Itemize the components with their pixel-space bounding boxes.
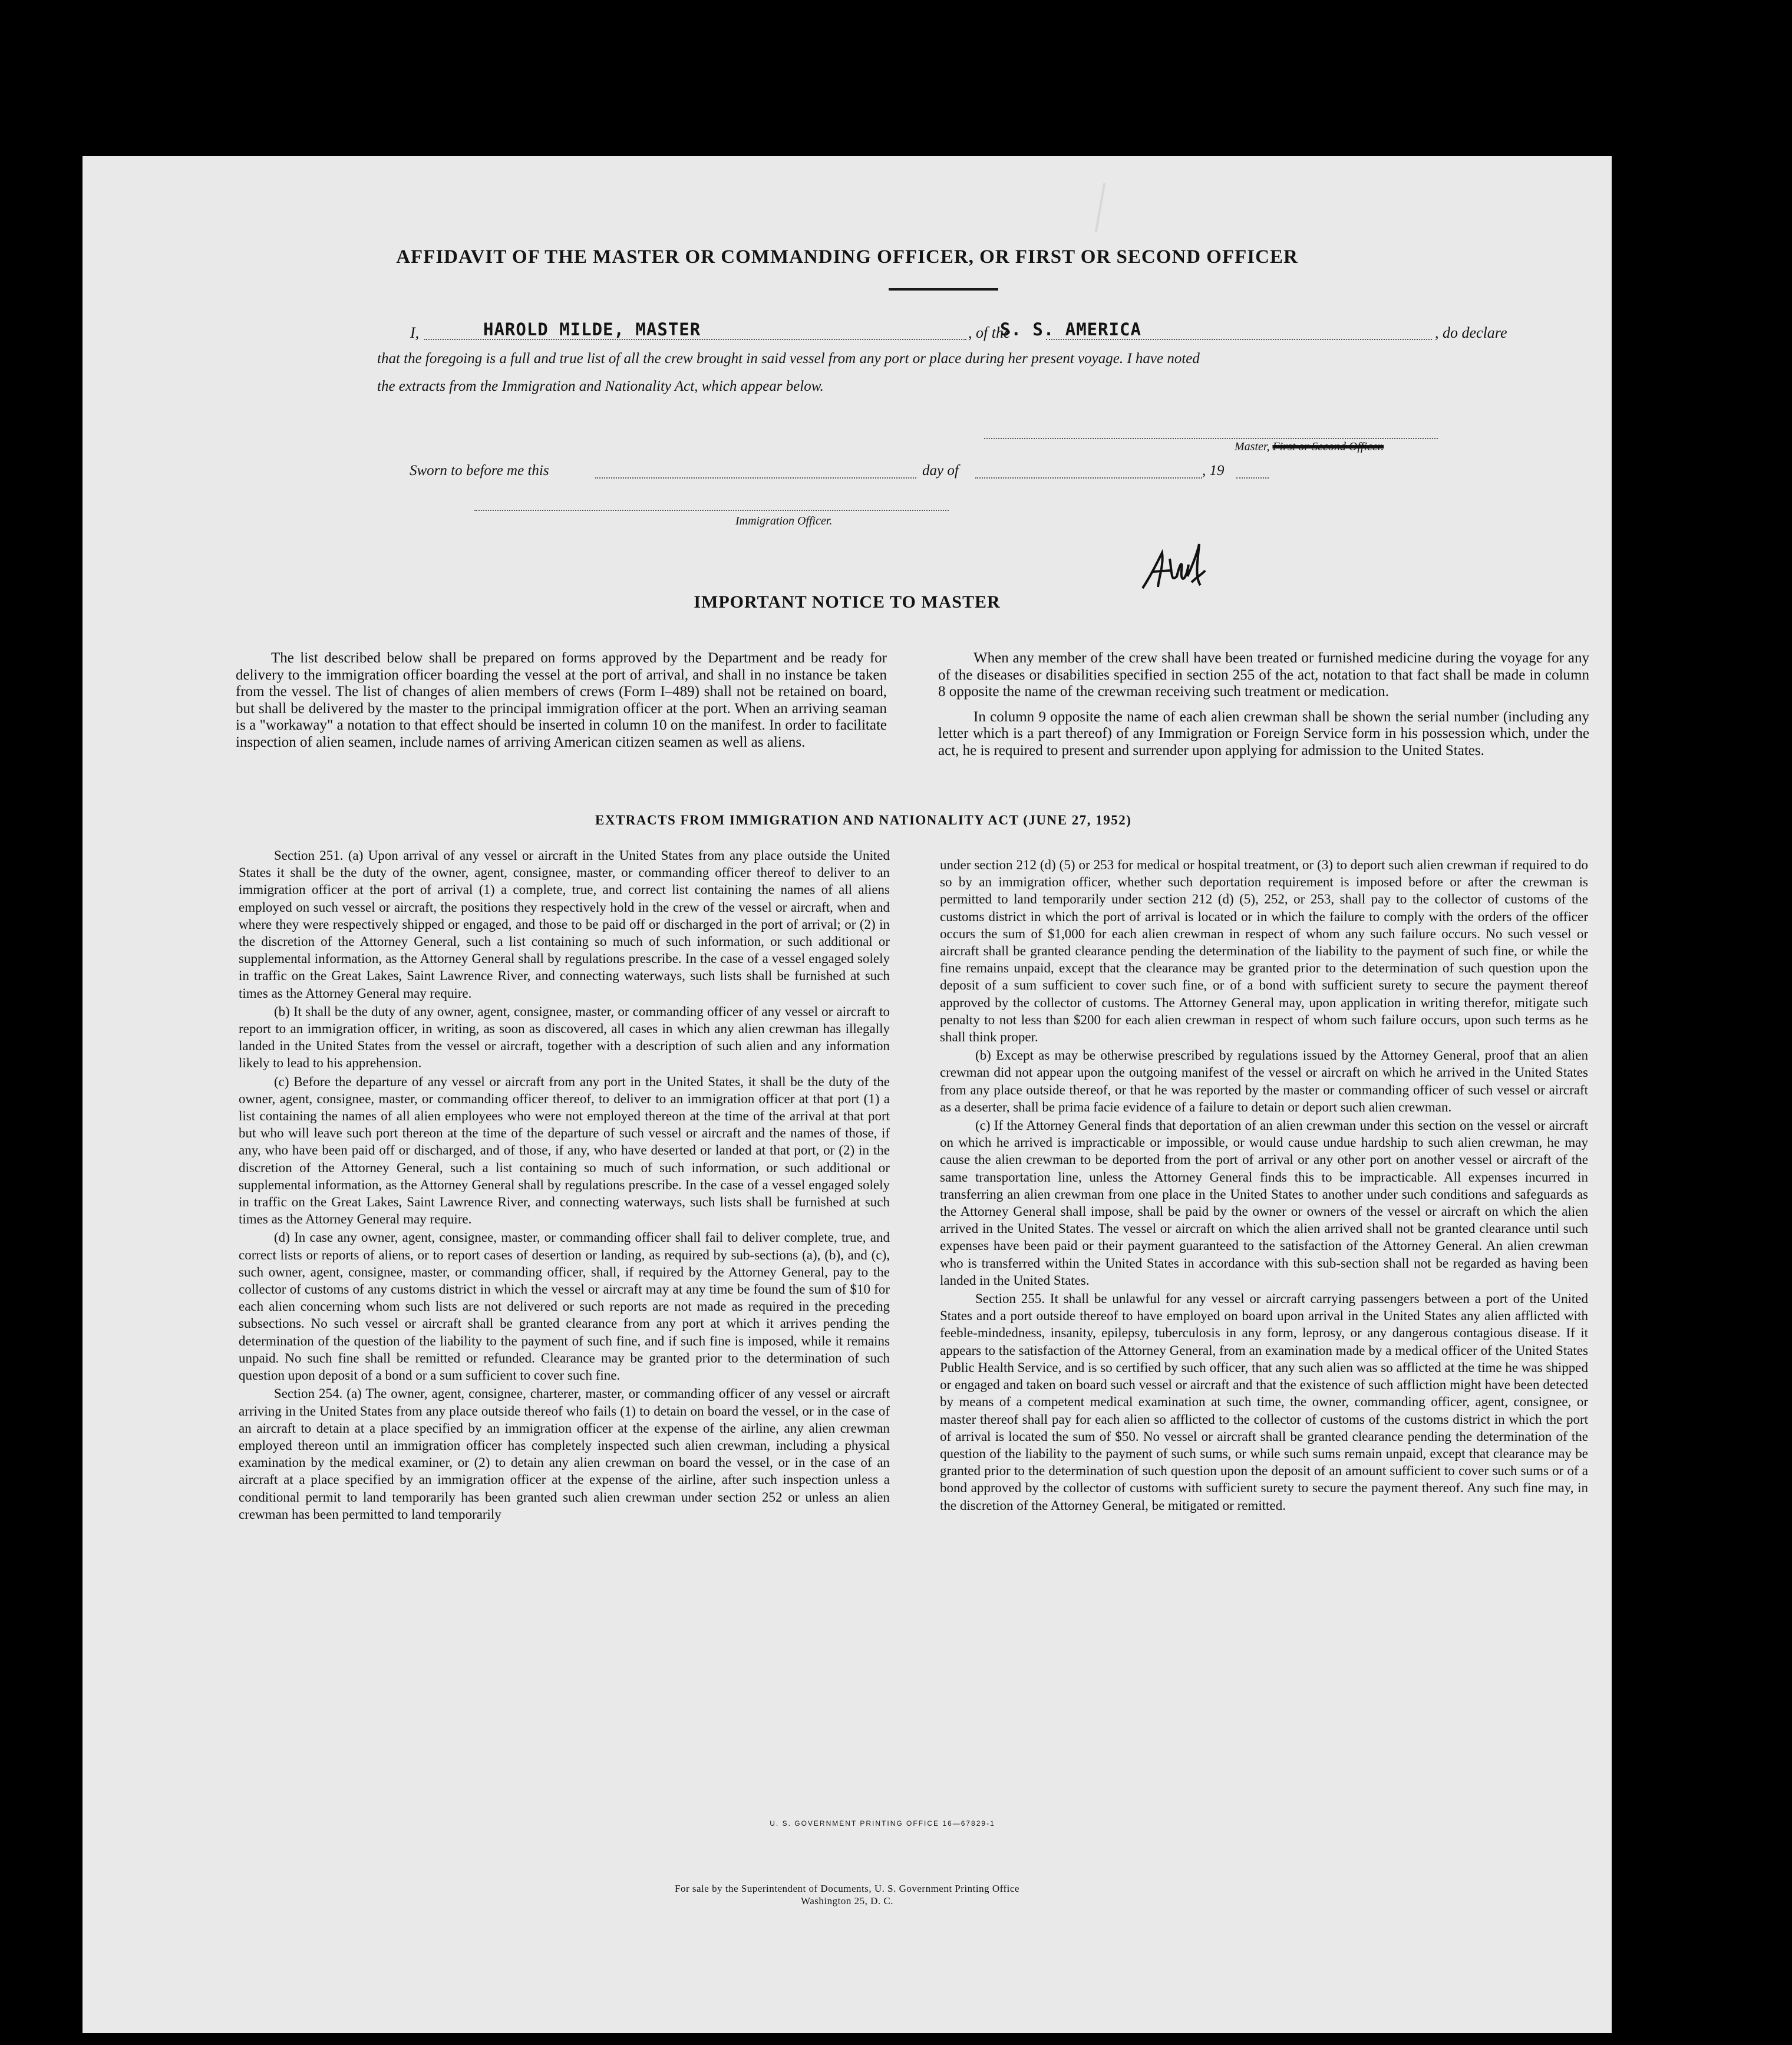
sworn-label: Sworn to before me this: [410, 463, 549, 479]
notice-left-para: The list described below shall be prepared on forms approved by the Department and be ready for delivery to the immigration officer boarding the vessel at the port of arrival, and shall in no instance be taken from the vessel. The list of changes of alien members of crews (Form I–489) shall not be retained on board, but shall be delivered by the master to the principal immigration officer at the port. When an arriving seaman is a "workaway" a notation to that effect should be inserted in column 10 on the manifest. In order to facilitate inspection of alien seamen, include names of arriving American citizen seamen as well as aliens.: [236, 650, 887, 750]
binder-hole: [1681, 1764, 1710, 1795]
notice-title: IMPORTANT NOTICE TO MASTER: [694, 592, 1001, 612]
of-the-label: , of the: [968, 324, 1011, 341]
do-declare-label: , do declare: [1435, 324, 1507, 341]
sale-line-2: Washington 25, D. C.: [801, 1895, 893, 1907]
affidavit-title: AFFIDAVIT OF THE MASTER OR COMMANDING OFFICER, OR FIRST OR SECOND OFFICER: [396, 246, 1298, 268]
binder-hole: [1681, 718, 1710, 748]
master-name-field: HAROLD MILDE, MASTER: [483, 319, 701, 339]
vessel-name-field: S. S. AMERICA: [1000, 319, 1141, 339]
form-page: [82, 156, 1612, 2033]
binder-hole: [1681, 1466, 1710, 1497]
section-254-c: (c) If the Attorney General finds that deportation of an alien crewman under this section on the vessel or aircraft on which he arrived is impracticable or impossible, or would cause undue hardship to such alien crewman, he may cause the alien crewman to be deported from the port of arrival or any other port on another vessel or aircraft of the same transportation line, unless the Attorney General finds this to be impracticable. All expenses incurred in transferring an alien crewman from one place in the United States to another under such conditions and safeguards as the Attorney General shall impose, shall be paid by the owner or owners of the vessel or aircraft on which the alien arrived in the United States. The vessel or aircraft on which the alien arrived shall not be granted clearance until such expenses have been paid or their payment guaranteed to the satisfaction of the Attorney General. An alien crewman who is transferred within the United States in accordance with this sub-section shall not be regarded as having been landed in the United States.: [940, 1118, 1588, 1288]
extracts-title: EXTRACTS FROM IMMIGRATION AND NATIONALITY ACT (JUNE 27, 1952): [595, 813, 1132, 827]
signature-caption-master: Master,: [1235, 440, 1273, 453]
section-251-b: (b) It shall be the duty of any owner, agent, consignee, master, or commanding officer of any vessel or aircraft to report to an immigration officer, in writing, as soon as discovered, all cases in which any alien crewman has illegally landed in the United States from the vessel or aircraft, together with a description of such alien and any information likely to lead to his apprehension.: [239, 1004, 890, 1071]
binder-hole: [1681, 1859, 1710, 1890]
notice-right-para-1: When any member of the crew shall have been treated or furnished medicine during the voyage for any of the diseases or disabilities specified in section 255 of the act, notation to that fact shall be made in column 8 opposite the name of the crewman receiving such treatment or medication.: [938, 650, 1589, 700]
binder-hole: [1681, 812, 1710, 843]
signature-caption-struck: First or Second Officer.: [1272, 440, 1384, 453]
extracts-right-column: [940, 856, 1588, 1515]
section-251-d: (d) In case any owner, agent, consignee, master, or commanding officer shall fail to deliver complete, true, and correct lists or reports of aliens, or to report cases of desertion or landing, as required by sub-sections (a), (b), and (c), such owner, agent, consignee, master, or commanding officer, shall, if required by the Attorney General, pay to the collector of customs of any customs district in which the vessel or aircraft may at any time be found the sum of $10 for each alien concerning whom such lists are not delivered or such reports are not made as required in the preceding subsections. No such vessel or aircraft shall be granted clearance from any port at which it arrives pending the determination of the question of the liability to the payment of such fine, and if such fine is imposed, while it remains unpaid. No such fine shall be remitted or refunded. Clearance may be granted prior to the determination of such question upon deposit of a bond or a sum sufficient to cover such fine.: [239, 1230, 890, 1383]
section-251-a: Section 251. (a) Upon arrival of any vessel or aircraft in the United States from any place outside the United States it shall be the duty of the owner, agent, consignee, master, or commanding officer thereof to deliver to an immigration officer at the port of arrival (1) a complete, true, and correct list containing the names of all aliens employed on such vessel or aircraft, the positions they respectively hold in the crew of the vessel or aircraft, when and where they were respectively shipped or engaged, and those to be paid off or discharged in the port of arrival; or (2) in the discretion of the Attorney General, such a list containing so much of such information, or such additional or supplemental information, as the Attorney General shall by regulations prescribe. In the case of a vessel engaged solely in traffic on the Great Lakes, Saint Lawrence River, and connecting waterways, such lists shall be furnished at such times as the Attorney General may require.: [239, 848, 890, 1001]
year-dotline: [1236, 477, 1269, 479]
officer-dotline: [474, 510, 949, 511]
notice-right-para-2: In column 9 opposite the name of each alien crewman shall be shown the serial number (including any letter which is a part thereof) of any Immigration or Foreign Service form in his possession which, under the act, he is required to present and surrender upon applying for admission to the United States.: [938, 708, 1589, 758]
notice-right-column: [938, 650, 1589, 767]
extracts-left-column: [239, 847, 890, 1524]
sale-line-1: For sale by the Superintendent of Documents, U. S. Government Printing Office: [675, 1883, 1019, 1894]
binder-hole: [1681, 418, 1710, 449]
binder-hole: [1681, 318, 1710, 349]
day-of-label: day of: [922, 463, 959, 479]
signature-caption: [1235, 440, 1384, 454]
day-dotline: [975, 477, 1202, 479]
officer-caption: Immigration Officer.: [735, 514, 833, 527]
section-255: Section 255. It shall be unlawful for any vessel or aircraft carrying passengers between a port of the United States and a port outside thereof to have employed on board upon arrival in the United States any alien afflicted with feeble-mindedness, insanity, epilepsy, tuberculosis in any form, leprosy, or any dangerous contagious disease. If it appears to the satisfaction of the Attorney General, from an examination made by a medical officer of the United States Public Health Service, and is so certified by such officer, that any such alien was so afflicted at the time he was shipped or engaged and taken on board such vessel or aircraft and that the existence of such affliction might have been detected by means of a competent medical examination at such time, the owner, commanding officer, agent, consignee, or master thereof shall pay for each alien so afflicted to the collector of customs of the customs district in which the port of arrival is located the sum of $50. No vessel or aircraft shall be granted clearance pending the determination of the question of the liability to the payment of such sums, or while such sums remain unpaid, except that clearance may be granted prior to the determination of such question upon the deposit of an amount sufficient to cover such sums or of a bond approved by the collector of customs with sufficient surety to secure the payment thereof. Any such fine may, in the discretion of the Attorney General, be mitigated or remitted.: [940, 1291, 1588, 1513]
section-251-c: (c) Before the departure of any vessel or aircraft from any port in the United States, it shall be the duty of the owner, agent, consignee, master, or commanding officer thereof, to deliver to an immigration officer at that port (1) a list containing the names of all alien employees who were not employed thereon at the time of the arrival at that port but who will leave such port thereon at the time of the departure of such vessel or aircraft and the names of those, if any, who have been paid off or discharged, and of those, if any, who have deserted or landed at that port, or (2) in the discretion of the Attorney General, such a list containing so much of such information, or such additional or supplemental information, as the Attorney General shall by regulations prescribe. In the case of a vessel engaged solely in traffic on the Great Lakes, Saint Lawrence River, and connecting waterways, such lists shall be furnished at such times as the Attorney General may require.: [239, 1074, 890, 1227]
declaration-line-3: the extracts from the Immigration and Nationality Act, which appear below.: [377, 378, 824, 394]
declaration-line-2: that the foregoing is a full and true list of all the crew brought in said vessel from any port or place during her present voyage. I have noted: [377, 351, 1200, 367]
title-rule: [889, 288, 998, 291]
binder-hole: [1681, 1372, 1710, 1403]
i-label: I,: [410, 324, 420, 341]
sworn-dotline: [595, 477, 916, 479]
printer-line: U. S. GOVERNMENT PRINTING OFFICE 16—67829-1: [770, 1819, 995, 1828]
year-label: , 19: [1202, 463, 1225, 479]
section-254-a: Section 254. (a) The owner, agent, consignee, charterer, master, or commanding officer of any vessel or aircraft arriving in the United States from any place outside thereof who fails (1) to detain on board the vessel, or in the case of an aircraft to detain at a place specified by an immigration officer at the expense of the airline, any alien crewman employed thereon until an immigration officer has completely inspected such alien crewman, including a physical examination by the medical examiner, or (2) to detain any alien crewman on board the vessel, or in the case of an aircraft at a place specified by an immigration officer at the expense of the airline, after such inspection unless a conditional permit to land temporarily has been granted such alien crewman under section 252 or unless an alien crewman has been permitted to land temporarily: [239, 1386, 890, 1522]
paper-edge-mark: [1095, 183, 1106, 232]
master-signature: [1141, 541, 1206, 598]
section-254-b: (b) Except as may be otherwise prescribed by regulations issued by the Attorney General, proof that an alien crewman did not appear upon the outgoing manifest of the vessel or aircraft on which he arrived in the United States from any place outside thereof, or that he was reported by the master or commanding officer of such vessel or aircraft as a deserter, shall be prima facie evidence of a failure to detain or deport such alien crewman.: [940, 1048, 1588, 1114]
notice-left-column: [236, 650, 887, 759]
signature-dotline: [984, 438, 1438, 439]
section-254-continued: under section 212 (d) (5) or 253 for medical or hospital treatment, or (3) to deport such alien crewman if required to do so by an immigration officer, whether such deportation requirement is imposed before or after the crewman is permitted to land temporarily under section 212 (d) (5), 252, or 253, shall pay to the collector of customs of the customs district in which the port of arrival is located or in which the failure to comply with the orders of the officer occurs the sum of $1,000 for each alien crewman in respect of whom any such failure occurs. No such vessel or aircraft shall be granted clearance pending the determination of the liability to the payment of such fine, or while the fine remains unpaid, except that the clearance may be granted prior to the determination of such question upon the deposit of a sum sufficient to cover such fine, or of a bond with sufficient surety to secure the payment thereof approved by the collector of customs. The Attorney General may, upon application in writing therefor, mitigate such penalty to not less than $200 for each alien crewman in respect of whom such failure occurs, upon such terms as he shall think proper.: [940, 857, 1588, 1045]
